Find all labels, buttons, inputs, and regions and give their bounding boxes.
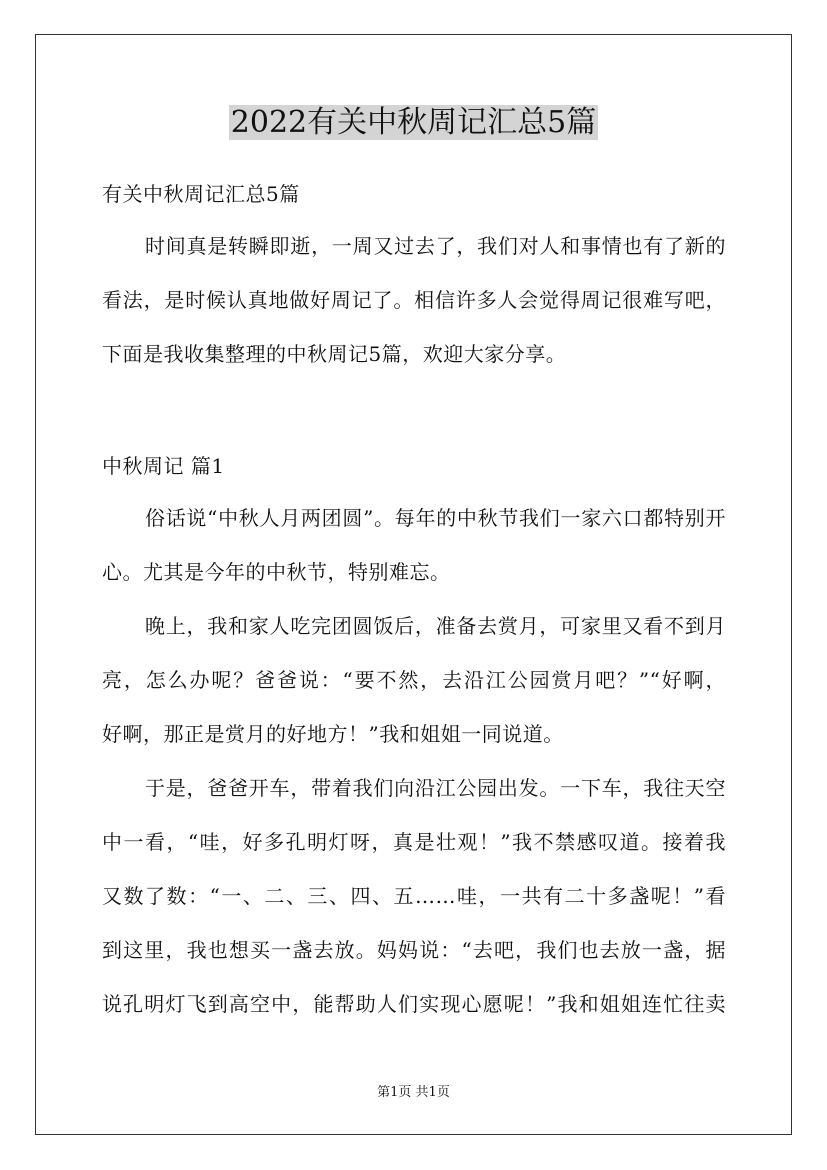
paragraph-line: 说孔明灯飞到高空中，能帮助人们实现心愿呢！”我和姐姐连忙往卖 — [102, 992, 726, 1016]
paragraph-line: 又数了数：“一、二、三、四、五……哇，一共有二十多盏呢！”看 — [102, 884, 726, 908]
paragraph-line: 好啊，那正是赏月的好地方！”我和姐姐一同说道。 — [102, 722, 564, 746]
paragraph-line: 心。尤其是今年的中秋节，特别难忘。 — [102, 560, 451, 584]
paragraph-line: 中一看，“哇，好多孔明灯呀，真是壮观！”我不禁感叹道。接着我 — [102, 830, 726, 854]
paragraph-line: 晚上，我和家人吃完团圆饭后，准备去赏月，可家里又看不到月 — [145, 614, 726, 638]
paragraph-line: 到这里，我也想买一盏去放。妈妈说：“去吧，我们也去放一盏，据 — [102, 938, 726, 962]
document-title: 2022有关中秋周记汇总5篇 — [230, 105, 597, 140]
document-subtitle: 有关中秋周记汇总5篇 — [102, 182, 300, 206]
paragraph-line: 于是，爸爸开车，带着我们向沿江公园出发。一下车，我往天空 — [145, 776, 726, 800]
intro-line-3: 下面是我收集整理的中秋周记5篇，欢迎大家分享。 — [102, 342, 567, 366]
paragraph-line: 俗话说“中秋人月两团圆”。每年的中秋节我们一家六口都特别开 — [145, 506, 726, 530]
intro-line-1: 时间真是转瞬即逝，一周又过去了，我们对人和事情也有了新的 — [145, 234, 726, 258]
intro-line-2: 看法，是时候认真地做好周记了。相信许多人会觉得周记很难写吧， — [102, 288, 726, 312]
page-footer: 第1页 共1页 — [377, 1085, 450, 1100]
paragraph-line: 亮，怎么办呢？爸爸说：“要不然，去沿江公园赏月吧？”“好啊， — [102, 668, 726, 692]
section-heading: 中秋周记 篇1 — [102, 454, 225, 478]
